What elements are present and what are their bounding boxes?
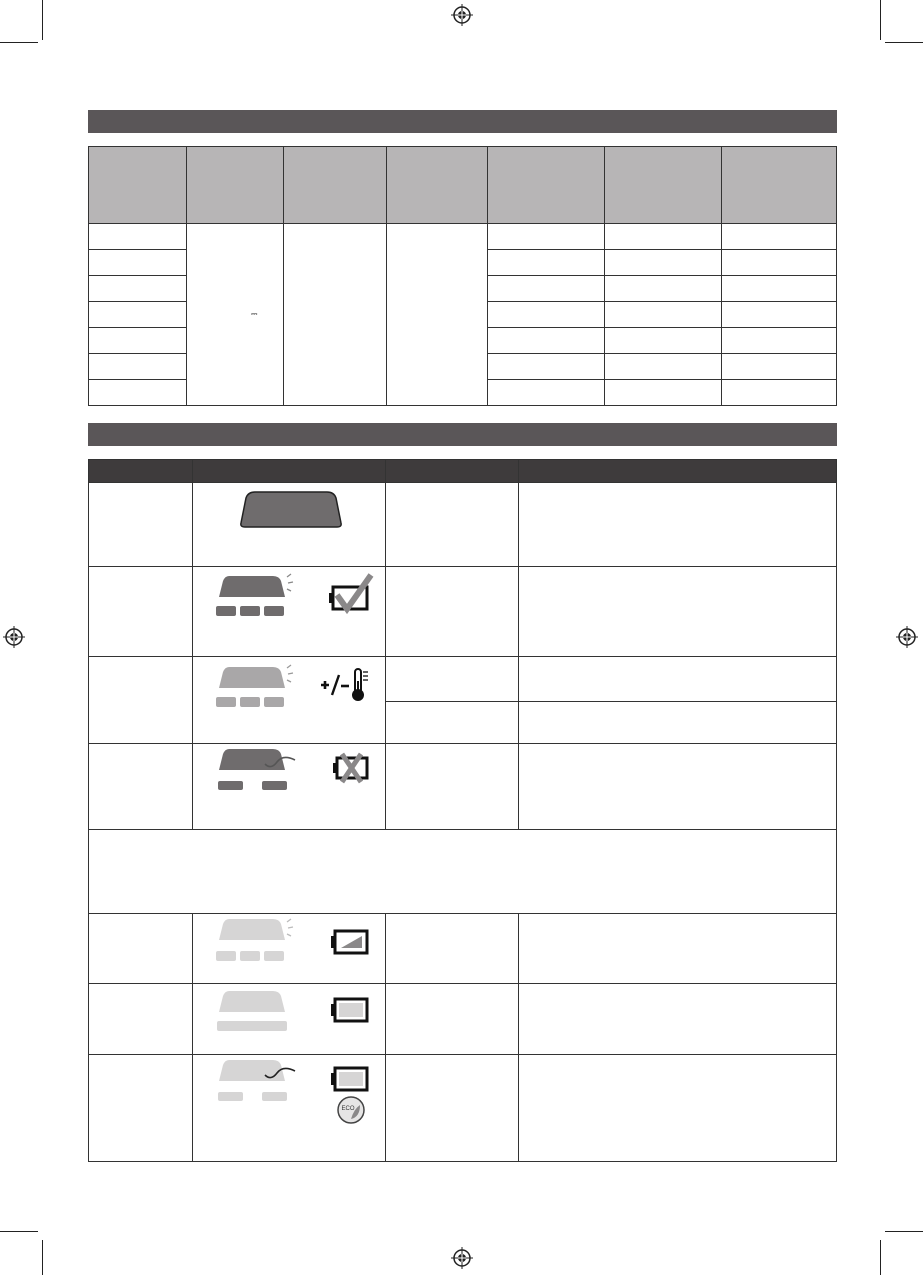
table-cell [89, 328, 187, 354]
crop-mark [885, 1231, 923, 1232]
battery-check-icon [329, 573, 375, 617]
battery-full-icon [329, 1065, 371, 1093]
description-cell [519, 1055, 837, 1162]
battery-charging-icon [329, 928, 371, 956]
table-cell [605, 224, 722, 250]
dc-symbol-icon: ⎓ [251, 309, 258, 318]
header-cell [89, 460, 193, 483]
table-header-row [89, 147, 837, 224]
table-cell [722, 250, 837, 276]
header-cell [386, 147, 488, 224]
table-cell [283, 224, 386, 406]
charger-base-icon [239, 489, 343, 529]
header-cell [186, 147, 283, 224]
header-cell [722, 147, 837, 224]
table-cell [89, 483, 193, 567]
section-bar-specifications [88, 110, 837, 133]
table-row [89, 984, 837, 1055]
table-row [89, 914, 837, 984]
header-cell [488, 147, 605, 224]
table-cell [488, 276, 605, 302]
indicator-image-cell [192, 483, 385, 567]
table-cell [488, 380, 605, 406]
status-cell [385, 744, 519, 830]
temperature-icon [319, 667, 371, 703]
battery-defect-icon [331, 752, 371, 784]
charger-leds-flicker-icon [215, 1057, 297, 1103]
table-row [89, 224, 837, 250]
table-cell [89, 1055, 193, 1162]
charger-leds-flicker-icon [215, 746, 297, 792]
charger-leds-blinking-icon [215, 573, 295, 619]
registration-mark-icon [3, 626, 25, 648]
description-cell [519, 984, 837, 1055]
table-cell [488, 302, 605, 328]
note-cell [89, 830, 837, 914]
crop-mark [42, 1240, 43, 1275]
status-cell [385, 657, 519, 702]
indicator-image-cell [192, 744, 385, 830]
table-cell [722, 302, 837, 328]
table-cell [89, 224, 187, 250]
table-cell [488, 250, 605, 276]
eco-icon [336, 1095, 366, 1125]
table-row [89, 567, 837, 657]
crop-mark [880, 0, 881, 40]
charger-leds-solid-icon [215, 988, 295, 1034]
table-cell [89, 250, 187, 276]
registration-mark-icon [896, 626, 918, 648]
status-cell [385, 483, 519, 567]
description-cell [519, 567, 837, 657]
status-cell [385, 567, 519, 657]
status-cell [385, 984, 519, 1055]
table-cell [722, 380, 837, 406]
indicator-image-cell [192, 567, 385, 657]
registration-mark-icon [451, 1247, 473, 1269]
specifications-table [88, 146, 837, 406]
table-cell [488, 224, 605, 250]
crop-mark [880, 1240, 881, 1275]
table-cell [386, 224, 488, 406]
table-cell [488, 328, 605, 354]
status-cell [385, 914, 519, 984]
table-cell [722, 354, 837, 380]
table-cell [89, 657, 193, 744]
table-cell [488, 354, 605, 380]
description-cell [519, 657, 837, 702]
charger-leds-blinking-icon [215, 664, 295, 710]
battery-full-icon [329, 996, 371, 1024]
registration-mark-icon [451, 4, 473, 26]
table-cell [89, 380, 187, 406]
crop-mark [885, 42, 923, 43]
crop-mark [0, 1231, 38, 1232]
table-row [89, 483, 837, 567]
table-row [89, 830, 837, 914]
indicator-image-cell [192, 914, 385, 984]
header-cell [605, 147, 722, 224]
table-cell [605, 276, 722, 302]
charger-leds-blinking-icon [215, 916, 295, 962]
crop-mark [0, 42, 38, 43]
description-cell [519, 914, 837, 984]
table-cell [89, 744, 193, 830]
table-cell [89, 984, 193, 1055]
description-cell [519, 483, 837, 567]
table-cell [605, 328, 722, 354]
table-cell [605, 250, 722, 276]
table-cell [605, 380, 722, 406]
table-cell [89, 914, 193, 984]
table-cell [722, 328, 837, 354]
table-row [89, 657, 837, 702]
table-cell [89, 567, 193, 657]
section-bar-led-indicators [88, 423, 837, 446]
crop-mark [42, 0, 43, 40]
table-cell [605, 302, 722, 328]
table-cell [89, 354, 187, 380]
indicator-image-cell [192, 1055, 385, 1162]
header-cell [519, 460, 837, 483]
led-indicator-table [88, 459, 837, 1162]
description-cell [519, 702, 837, 744]
header-cell [192, 460, 385, 483]
table-cell [89, 302, 187, 328]
table-cell [722, 276, 837, 302]
eco-label: ECO [341, 1106, 355, 1112]
header-cell [283, 147, 386, 224]
indicator-image-cell [192, 984, 385, 1055]
table-header-row [89, 460, 837, 483]
table-row [89, 744, 837, 830]
input-voltage-cell [186, 224, 283, 406]
status-cell [385, 1055, 519, 1162]
header-cell [385, 460, 519, 483]
table-cell [605, 354, 722, 380]
description-cell [519, 744, 837, 830]
header-cell [89, 147, 187, 224]
table-cell [89, 276, 187, 302]
indicator-image-cell [192, 657, 385, 744]
table-row [89, 1055, 837, 1162]
table-cell [722, 224, 837, 250]
status-cell [385, 702, 519, 744]
